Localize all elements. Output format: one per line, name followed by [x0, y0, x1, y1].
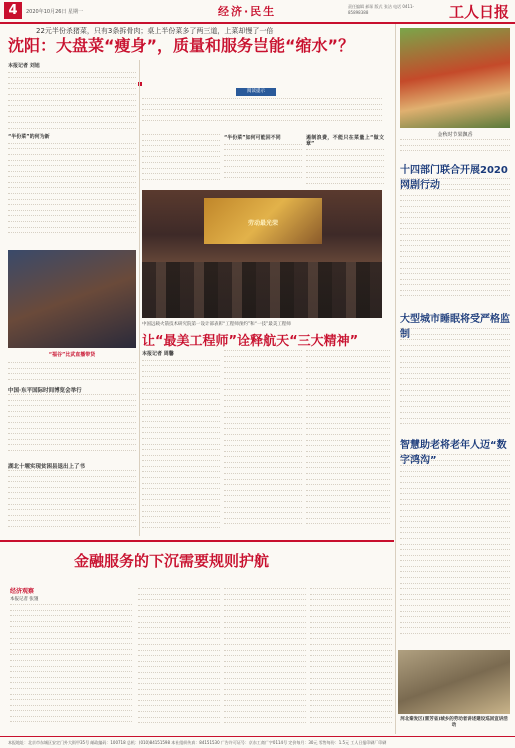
left-body-2 [8, 470, 136, 536]
finance-story-tag: 经济观察 [10, 588, 35, 595]
right-headline-1: 十四部门联合开展2020网剧行动 [400, 165, 508, 191]
engineer-award-photo [142, 190, 382, 318]
editor-info: 责任编辑 郝琛 版式 张洁 电话 0411-85898388 [348, 4, 414, 15]
column-divider [139, 60, 140, 536]
finance-body-col2 [138, 588, 220, 732]
engineer-body-col3 [306, 350, 390, 536]
main-story-subhead-2: “半份菜”如何可能回不同 [224, 135, 281, 141]
main-story-body-col2 [142, 134, 220, 188]
reading-tip-tag: 阅读提示 [236, 88, 276, 96]
orchard-photo-caption: 金秋时节果飘香 [437, 132, 473, 138]
main-story-body-col3 [224, 134, 302, 188]
audience-silhouettes [142, 262, 382, 318]
main-story-body-col4 [306, 134, 384, 188]
newspaper-logo: 工人日报 [448, 3, 509, 21]
right-headline-3: 智慧助老将老年人迈“数字鸿沟” [400, 440, 507, 466]
engineer-headline: 让“最美工程师”诠释航天“三大精神” [142, 334, 359, 349]
column-divider [395, 24, 396, 734]
livestream-title: “福谷”比武直播带货 [48, 352, 96, 358]
finance-body-col3 [224, 588, 306, 732]
engineer-body-col2 [224, 350, 302, 536]
stage-screen [204, 198, 322, 244]
main-story-kicker: 22元半份杀猪菜，只有3条拆骨肉；桌上半份菜多了两三道，上菜却慢了一倍 [36, 27, 274, 35]
right-body-3 [400, 454, 510, 646]
page-number: 4 [4, 2, 22, 19]
right-body-1 [400, 178, 510, 306]
finance-story-byline: 本报记者 张翅 [10, 597, 39, 602]
stage-screen-text: 劳动最光荣 [247, 220, 278, 227]
right-body-2 [400, 328, 510, 432]
livestream-photo [8, 250, 136, 358]
page-footer: 本报地址：北京市东城区安定门外大街甲35号 邮政编码：100718 总机：(010)84151598 本社组织传真：84151530 广告许可证号：京东工商广字0114号 定价每月：30元 零售每份：1.5元 工人日报印刷厂印刷 [0, 736, 515, 748]
orchard-body [400, 139, 510, 159]
livestream-body [8, 362, 136, 384]
finance-body-col1 [10, 604, 132, 732]
engineer-body-col1 [142, 350, 220, 536]
page-header [0, 0, 515, 24]
finance-story-banner [0, 540, 394, 582]
finance-body-col4 [310, 588, 392, 732]
issue-date: 2020年10月26日 星期一 [26, 9, 84, 15]
engineer-photo-caption: 中国远载火箭技术研究院第一设计部表彰“工程师预约”和“一技”最美工程师 [142, 322, 291, 327]
orchard-photo [400, 28, 510, 128]
section-title: 经济·民生 [218, 5, 277, 18]
main-story-subhead-1: “半份菜”的何为新 [8, 134, 50, 141]
left-body-1 [8, 394, 136, 460]
left-subhead-2: 湖北十堰实现贫困县退出上了书 [8, 464, 86, 470]
engineer-byline: 本报记者 周馨 [142, 351, 174, 357]
left-subhead-1: 中国·东平国际时间博览会举行 [8, 388, 82, 394]
main-story-byline: 本报记者 刘旭 [8, 63, 40, 69]
lecture-photo [398, 650, 510, 714]
right-headline-2: 大型城市睡眠将受严格监制 [400, 314, 510, 340]
main-story-subhead-3: 遏制浪费，不能只在菜量上“做文章” [306, 135, 384, 147]
lecture-photo-caption: 河北秦发区(雷芳省)城乡的劳动者讲述建设巡回宣讲活动 [400, 717, 508, 728]
main-story-headline: 沈阳：大盘菜“瘦身”，质量和服务岂能“缩水”？ [8, 36, 355, 55]
main-story-body-left [8, 62, 136, 244]
finance-story-headline: 金融服务的下沉需要规则护航 [74, 552, 270, 570]
reading-tip-text [142, 98, 382, 132]
